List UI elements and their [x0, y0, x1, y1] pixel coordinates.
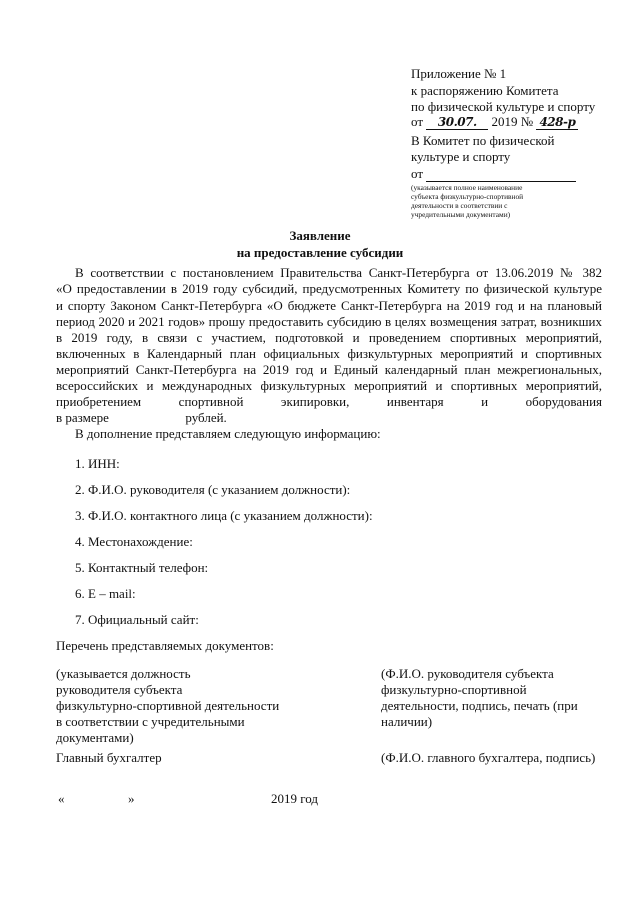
- para-line: и спорту Законом Санкт-Петербурга «О бюджете Санкт-Петербурга на 2019 год и на плановый: [56, 298, 602, 313]
- para-line: мероприятий Санкт-Петербурга на 2019 год и Единый календарный план межрегиональных,: [56, 362, 602, 377]
- addressee-from-line: [411, 166, 576, 182]
- document-title: Заявление: [289, 228, 351, 243]
- chief-accountant-signature: (Ф.И.О. главного бухгалтера, подпись): [381, 750, 596, 765]
- addressee-line-2: культуре и спорту: [411, 149, 511, 164]
- document-subtitle: на предоставление субсидии: [236, 245, 404, 260]
- para-line: приобретением спортивной экипировки, инвентаря и оборудования: [56, 394, 602, 409]
- annex-date-prefix: от: [411, 114, 424, 129]
- footer-quote-open: «: [58, 791, 65, 806]
- signature-left-block: [56, 666, 279, 746]
- handwritten-date: 30.07.: [426, 116, 488, 130]
- info-item-email: 6. E – mail:: [75, 586, 136, 601]
- addressee-note-line: (указывается полное наименование: [411, 183, 523, 192]
- addressee-note-line: учредительными документами): [411, 210, 511, 219]
- signature-right-line: деятельности, подпись, печать (при: [381, 698, 578, 713]
- addressee-line-1: В Комитет по физической: [411, 133, 555, 148]
- amount-prefix: в размере: [56, 410, 109, 425]
- addressee-note-line: деятельности в соответствии с: [411, 201, 508, 210]
- footer-year: 2019 год: [271, 791, 318, 806]
- info-intro: В дополнение представляем следующую информацию:: [75, 426, 381, 441]
- info-item-website: 7. Официальный сайт:: [75, 612, 199, 627]
- addressee-from-blank: [426, 169, 576, 182]
- signature-left-line: в соответствии с учредительными: [56, 714, 245, 729]
- addressee-from-label: от: [411, 166, 424, 181]
- signature-right-line: физкультурно-спортивной: [381, 682, 527, 697]
- para-line: в 2019 году, в связи с участием, подготовкой и проведением спортивных мероприятий,: [56, 330, 602, 345]
- para-line: всероссийских и международных физкультурных мероприятий и спортивных мероприятий,: [56, 378, 602, 393]
- addressee-note: [411, 183, 523, 219]
- handwritten-number: 428-р: [536, 116, 578, 130]
- footer-quote-close: »: [128, 791, 135, 806]
- signature-right-line: наличии): [381, 714, 433, 729]
- signature-right-line: (Ф.И.О. руководителя субъекта: [381, 666, 554, 681]
- annex-date-line: [411, 114, 578, 130]
- annex-year-text: 2019 №: [491, 114, 534, 129]
- info-item-inn: 1. ИНН:: [75, 456, 120, 471]
- info-item-phone: 5. Контактный телефон:: [75, 560, 209, 575]
- signature-left-line: руководителя субъекта: [56, 682, 183, 697]
- annex-title: Приложение № 1: [411, 66, 507, 81]
- documents-list-heading: Перечень представляемых документов:: [56, 638, 274, 653]
- para-line: включенных в Календарный план официальных физкультурных мероприятий и спортивных: [56, 346, 602, 361]
- annex-line-2: по физической культуре и спорту: [411, 99, 596, 114]
- para-line: В соответствии с постановлением Правительства Санкт-Петербурга от 13.06.2019 № 382: [75, 265, 602, 280]
- para-line: период 2020 и 2021 годов» прошу предоставить субсидию в целях возмещения затрат, возникших: [56, 314, 602, 329]
- amount-line: [56, 410, 227, 426]
- signature-left-line: (указывается должность: [56, 666, 191, 681]
- addressee-note-line: субъекта физкультурно-спортивной: [411, 192, 524, 201]
- amount-suffix: рублей.: [185, 410, 227, 425]
- signature-left-line: физкультурно-спортивной деятельности: [56, 698, 280, 713]
- info-item-contact-person: 3. Ф.И.О. контактного лица (с указанием должности):: [75, 508, 373, 523]
- info-item-location: 4. Местонахождение:: [75, 534, 193, 549]
- signature-right-block: [381, 666, 578, 730]
- signature-left-line: документами): [56, 730, 134, 745]
- chief-accountant-label: Главный бухгалтер: [56, 750, 162, 765]
- info-item-director: 2. Ф.И.О. руководителя (с указанием должности):: [75, 482, 351, 497]
- annex-line-1: к распоряжению Комитета: [411, 83, 559, 98]
- para-line: «О предоставлении в 2019 году субсидий, предусмотренных Комитету по физической культуре: [56, 281, 602, 296]
